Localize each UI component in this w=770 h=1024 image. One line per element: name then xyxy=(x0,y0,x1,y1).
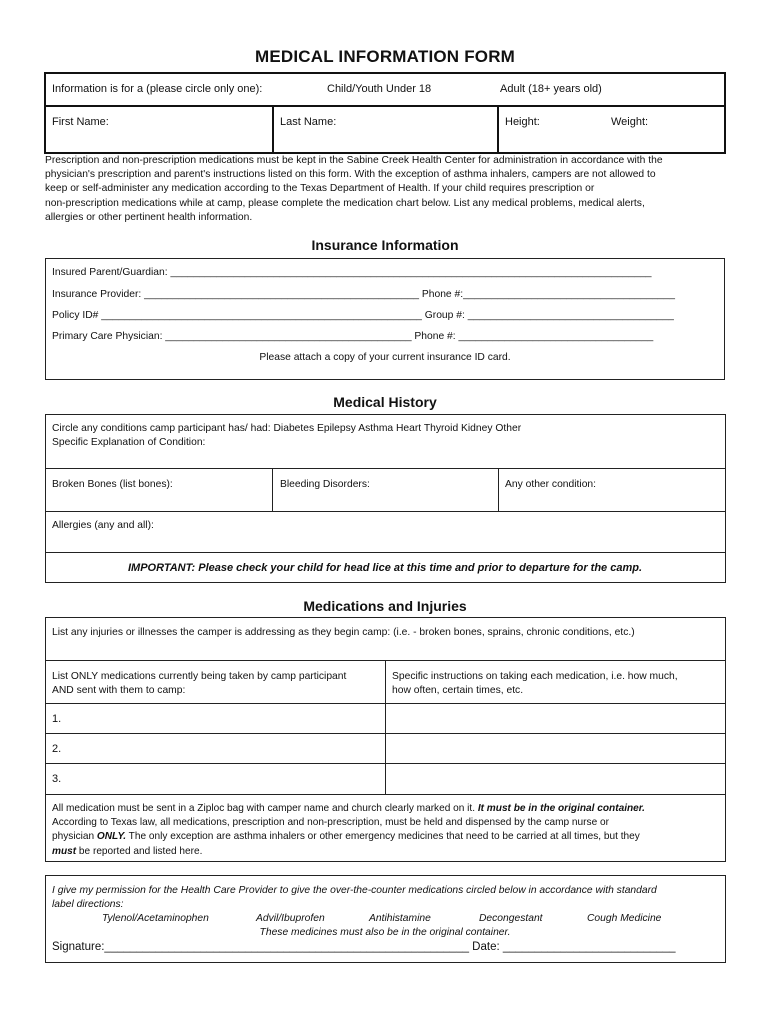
med-row-1[interactable]: 1. xyxy=(52,713,62,725)
adult-option[interactable]: Adult (18+ years old) xyxy=(500,83,602,95)
instructions-header-2: how often, certain times, etc. xyxy=(392,685,524,696)
original-container-note: These medicines must also be in the original container. xyxy=(259,927,511,938)
meds-heading: Medications and Injuries xyxy=(303,598,467,614)
last-name-field[interactable]: Last Name: xyxy=(280,116,337,128)
otc-advil[interactable]: Advil/Ibuprofen xyxy=(256,913,325,924)
allergies-field[interactable]: Allergies (any and all): xyxy=(52,520,154,531)
page-title: MEDICAL INFORMATION FORM xyxy=(254,47,516,66)
signature-date-field[interactable]: Signature:_________________________________________________________ Date: ___________________________ xyxy=(52,941,676,953)
insurance-heading: Insurance Information xyxy=(311,237,459,253)
history-heading: Medical History xyxy=(333,394,437,410)
head-lice-notice: IMPORTANT: Please check your child for head lice at this time and prior to departure for the camp. xyxy=(127,562,643,574)
insurance-provider-field[interactable]: Insurance Provider: ________________________________________________ Phone #:_____________________________________ xyxy=(52,289,675,300)
child-option[interactable]: Child/Youth Under 18 xyxy=(327,83,432,95)
med-list-header-1: List ONLY medications currently being taken by camp participant xyxy=(52,671,347,682)
intro-paragraph: Prescription and non-prescription medications must be kept in the Sabine Creek Health Center for administration in accordance with the physician's prescription and parent's instructions listed on this form. With the exception of asthma inhalers, campers are not allowed to keep or self-administer any medication according to the Texas Department of Health. If your child requires prescription or non-prescription medications while at camp, please complete the medication chart below. List any medical problems, medical alerts, allergies or other pertinent health information. xyxy=(45,155,663,223)
medication-rules: All medication must be sent in a Ziploc bag with camper name and church clearly marked on it. It must be in the original container. According to Texas law, all medications, prescription and non-prescription, must be held and dispensed by the camp nurse or physician ONLY. The only exception are asthma inhalers or other emergency medicines that need to be carried at all times, but they must be reported and listed here. xyxy=(52,803,645,857)
policy-id-field[interactable]: Policy ID# ________________________________________________________ Group #: ____________________________________ xyxy=(52,310,674,321)
otc-decongestant[interactable]: Decongestant xyxy=(479,913,543,924)
attach-card-note: Please attach a copy of your current insurance ID card. xyxy=(259,352,511,363)
med-row-3[interactable]: 3. xyxy=(52,773,62,785)
bleeding-disorders-field[interactable]: Bleeding Disorders: xyxy=(280,479,370,490)
primary-physician-field[interactable]: Primary Care Physician: ___________________________________________ Phone #: __________________________________ xyxy=(52,331,654,342)
insured-guardian-field[interactable]: Insured Parent/Guardian: ____________________________________________________________________________________ xyxy=(52,267,652,278)
other-condition-field[interactable]: Any other condition: xyxy=(505,479,597,490)
first-name-field[interactable]: First Name: xyxy=(52,116,109,128)
specific-explanation-field[interactable]: Specific Explanation of Condition: xyxy=(52,437,206,448)
conditions-circle[interactable]: Circle any conditions camp participant has/ had: Diabetes Epilepsy Asthma Heart Thyroid Kidney Other xyxy=(52,423,522,434)
otc-antihistamine[interactable]: Antihistamine xyxy=(369,913,431,924)
permission-line-1: I give my permission for the Health Care Provider to give the over-the-counter medications circled below in accordance with standard xyxy=(52,885,657,896)
weight-field[interactable]: Weight: xyxy=(611,116,649,128)
injuries-field[interactable]: List any injuries or illnesses the camper is addressing as they begin camp: (i.e. - broken bones, sprains, chronic conditions, etc.) xyxy=(52,627,635,638)
otc-tylenol[interactable]: Tylenol/Acetaminophen xyxy=(102,913,209,924)
broken-bones-field[interactable]: Broken Bones (list bones): xyxy=(52,479,173,490)
instructions-header-1: Specific instructions on taking each medication, i.e. how much, xyxy=(392,671,678,682)
info-for-label: Information is for a (please circle only one): xyxy=(52,83,263,95)
permission-line-2: label directions: xyxy=(52,899,124,910)
med-row-2[interactable]: 2. xyxy=(52,743,62,755)
otc-cough-medicine[interactable]: Cough Medicine xyxy=(587,913,662,924)
height-field[interactable]: Height: xyxy=(505,116,540,128)
med-list-header-2: AND sent with them to camp: xyxy=(52,685,186,696)
